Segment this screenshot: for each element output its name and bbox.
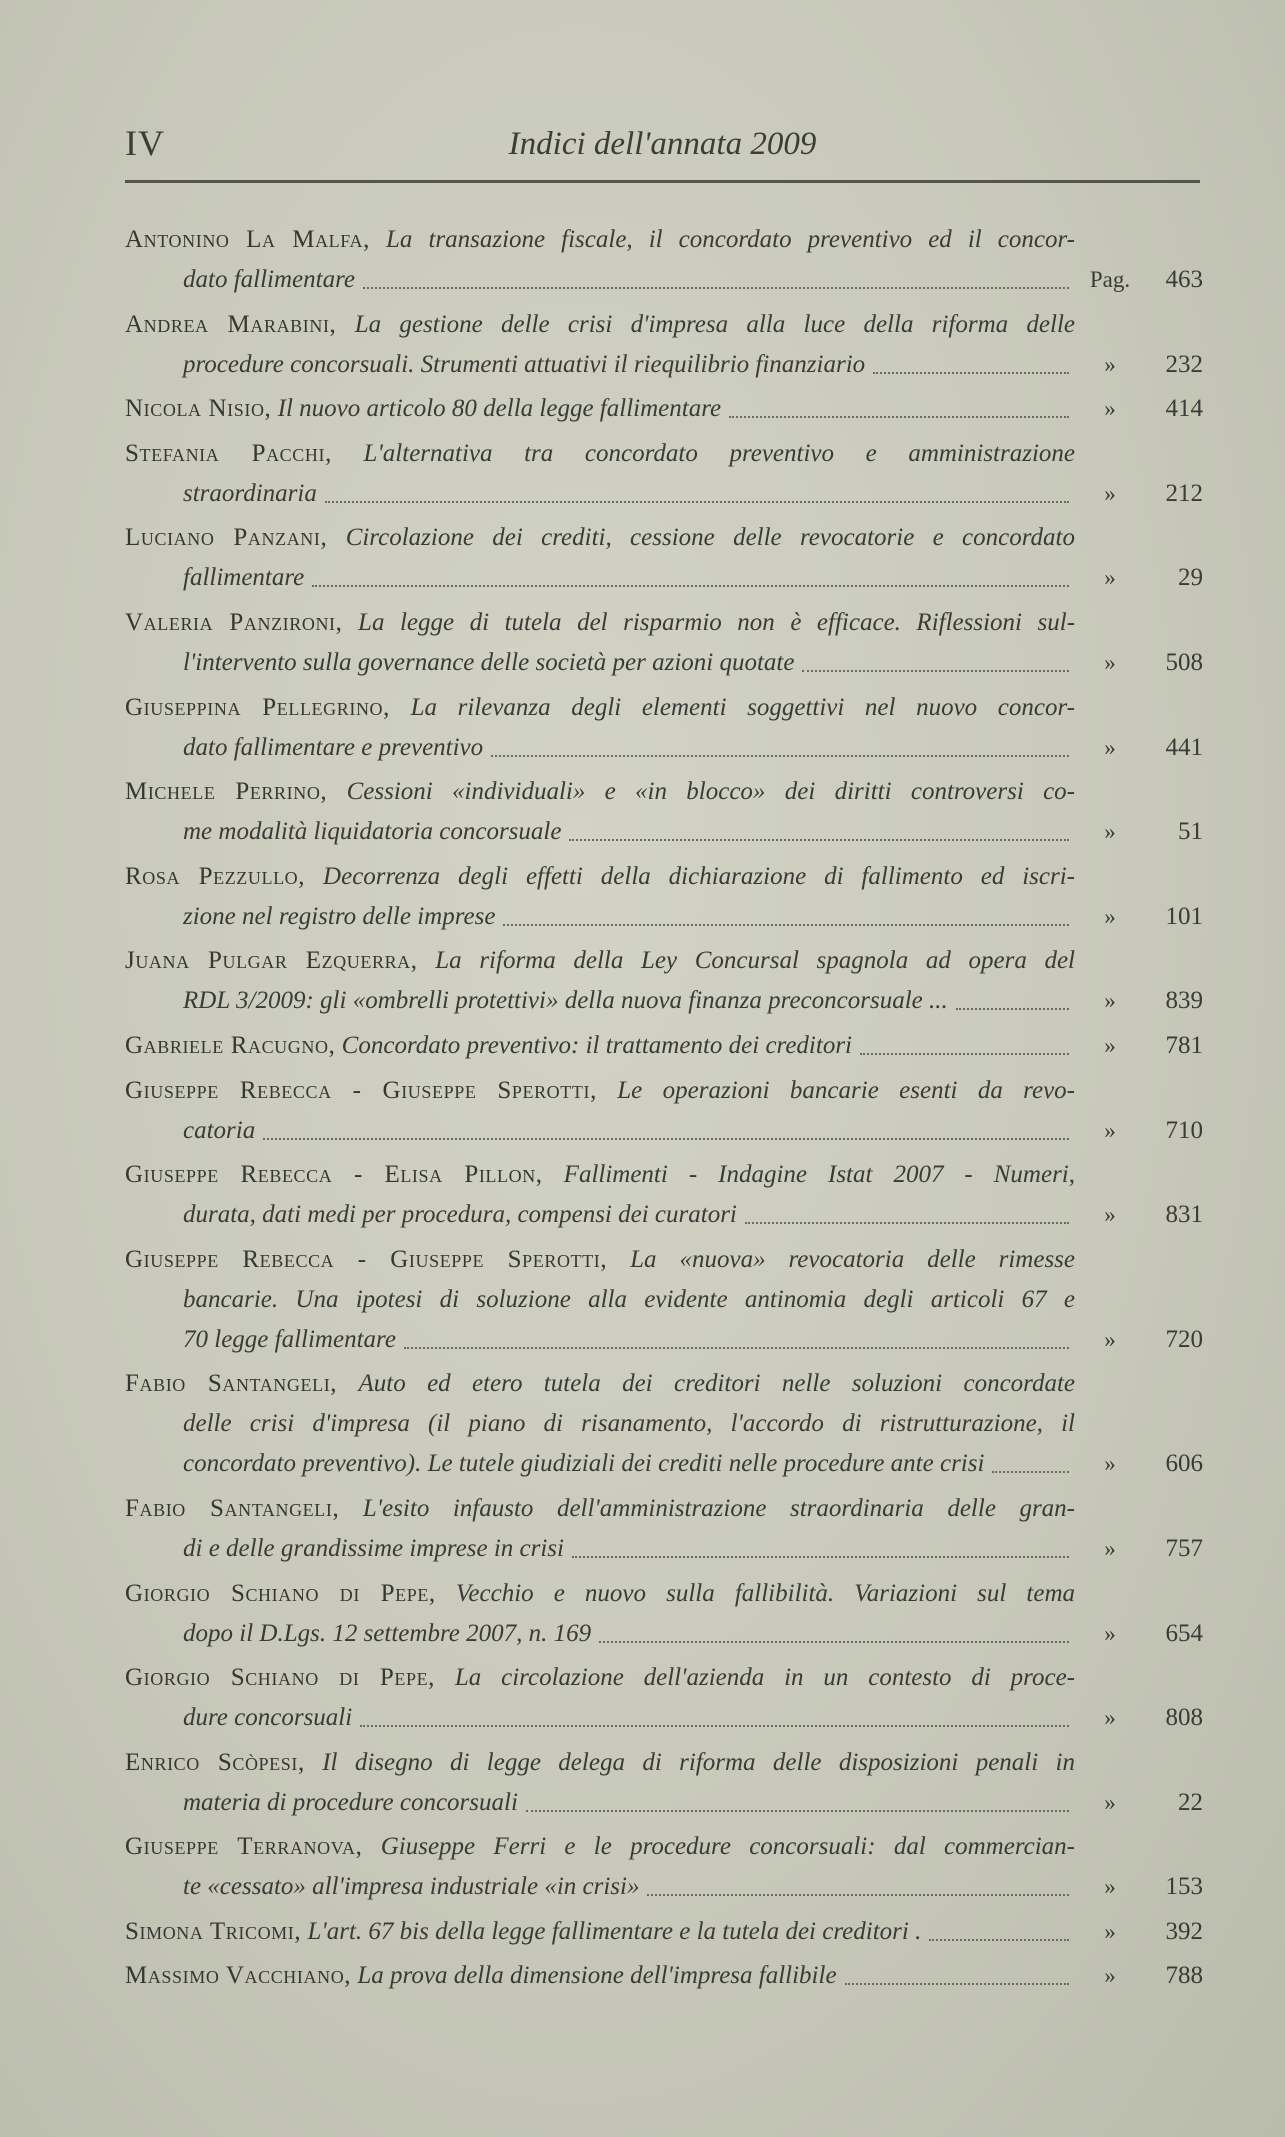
entry-line: [125, 857, 1203, 897]
entry-text: [183, 260, 1075, 300]
entry-title: La riforma della Ley Concursal spagnola ad opera del: [435, 947, 1076, 975]
entry-text-run: [183, 812, 561, 852]
entry-title: dato fallimentare: [183, 266, 355, 293]
entry-text: [183, 1404, 1075, 1444]
entry-title: Giuseppe Ferri e le procedure concorsuali: dal commercian-: [380, 1833, 1075, 1861]
entry-title: Concordato preventivo: il trattamento dei creditori: [341, 1031, 852, 1059]
page-ref: 757: [1165, 1534, 1203, 1562]
index-entry: [125, 434, 1203, 514]
entry-title: La «nuova» revocatoria delle rimesse: [630, 1245, 1076, 1273]
entry-title: Il nuovo articolo 80 della legge fallimentare: [277, 395, 722, 423]
entry-text: [183, 728, 1075, 768]
entry-author: Giuseppe Terranova,: [125, 1833, 363, 1861]
entry-title: straordinaria: [183, 479, 317, 507]
entry-text: [183, 1111, 1075, 1151]
index-entry: [125, 1743, 1203, 1823]
entry-text: [183, 345, 1075, 385]
page-ref: 720: [1165, 1325, 1203, 1353]
index-entries: [125, 220, 1203, 1996]
entry-text: [125, 1658, 1075, 1698]
page-marker: »: [1104, 819, 1116, 845]
entry-text: [125, 1489, 1075, 1529]
entry-title: zione nel registro delle imprese: [183, 902, 496, 930]
page-ref: 781: [1165, 1031, 1203, 1059]
entry-text-run: [183, 981, 948, 1021]
page-ref: 212: [1165, 479, 1203, 507]
entry-title: Decorrenza degli effetti della dichiarazione di fallimento ed iscri-: [323, 862, 1076, 890]
dot-leader: [503, 897, 1069, 926]
entry-title: me modalità liquidatoria concorsuale: [183, 818, 562, 846]
entry-line: [125, 772, 1203, 812]
entry-text: [183, 812, 1075, 852]
page-marker: »: [1104, 396, 1116, 422]
entry-line: [125, 1320, 1203, 1360]
page-marker: »: [1104, 1535, 1116, 1561]
entry-author: Valeria Panzironi,: [125, 608, 343, 636]
entry-line: [125, 1658, 1203, 1698]
entry-title: procedure concorsuali. Strumenti attuativi il riequilibrio finanziario: [183, 350, 866, 378]
entry-line: [125, 728, 1203, 768]
entry-text: [125, 941, 1075, 981]
entry-line: [125, 1912, 1203, 1952]
dot-leader: [312, 558, 1069, 587]
entry-line: [125, 518, 1203, 558]
entry-author: Giuseppe Rebecca - Giuseppe Sperotti,: [125, 1076, 597, 1104]
entry-text-run: [183, 1614, 591, 1654]
entry-title: La rilevanza degli elementi soggettivi nel nuovo concor-: [410, 693, 1076, 721]
entry-line: [125, 1155, 1203, 1195]
entry-line: [125, 1574, 1203, 1614]
index-entry: [125, 688, 1203, 768]
dot-leader: [572, 1529, 1069, 1558]
entry-title: Il disegno di legge delega di riforma delle disposizioni penali in: [322, 1748, 1076, 1776]
entry-line: [125, 389, 1203, 429]
index-entry: [125, 1155, 1203, 1235]
entry-line: [125, 434, 1203, 474]
entry-author: Enrico Scòpesi,: [125, 1748, 305, 1776]
entry-line: [125, 1111, 1203, 1151]
page-marker: »: [1104, 903, 1116, 929]
entry-line: [125, 220, 1203, 260]
entry-text: [125, 857, 1075, 897]
entry-author: Michele Perrino,: [125, 778, 328, 806]
dot-leader: [360, 1698, 1069, 1727]
page-ref: 51: [1178, 818, 1203, 846]
entry-title: RDL 3/2009: gli «ombrelli protettivi» della nuova finanza preconcorsuale ...: [183, 987, 948, 1015]
entry-line: [125, 1743, 1203, 1783]
entry-line: [125, 1404, 1203, 1444]
entry-line: [125, 941, 1203, 981]
entry-line: [125, 1956, 1203, 1996]
entry-text-run: [183, 345, 865, 385]
entry-text: [125, 1071, 1075, 1111]
entry-line: [125, 345, 1203, 385]
entry-text-run: [183, 643, 794, 683]
page-ref: 463: [1165, 266, 1203, 293]
entry-line: [125, 1026, 1203, 1066]
entry-text-run: [125, 1956, 837, 1996]
entry-line: [125, 474, 1203, 514]
entry-text-run: [125, 389, 721, 429]
index-entry: [125, 1026, 1203, 1066]
entry-author: Simona Tricomi,: [125, 1917, 302, 1945]
entry-text: [183, 1783, 1075, 1823]
entry-title: bancarie. Una ipotesi di soluzione alla evidente antinomia degli articoli 67 e: [183, 1285, 1075, 1313]
entry-text: [183, 474, 1075, 514]
entry-author: Giuseppe Rebecca - Elisa Pillon,: [125, 1161, 543, 1189]
entry-line: [125, 1698, 1203, 1738]
entry-line: [125, 558, 1203, 598]
entry-text: [183, 1867, 1075, 1907]
page-ref: 710: [1165, 1116, 1203, 1144]
entry-text: [125, 1240, 1075, 1280]
entry-text: [125, 1912, 1075, 1952]
index-entry: [125, 220, 1203, 300]
entry-text: [125, 1574, 1075, 1614]
dot-leader: [647, 1867, 1069, 1896]
entry-line: [125, 1195, 1203, 1235]
dot-leader: [526, 1783, 1069, 1812]
index-entry: [125, 1240, 1203, 1360]
entry-line: [125, 1280, 1203, 1320]
entry-text: [125, 688, 1075, 728]
entry-line: [125, 897, 1203, 937]
page-ref: 788: [1165, 1962, 1203, 1990]
index-entry: [125, 1912, 1203, 1952]
page-marker: »: [1104, 1705, 1116, 1731]
entry-title: L'esito infausto dell'amministrazione straordinaria delle gran-: [362, 1494, 1076, 1522]
entry-text: [125, 1743, 1075, 1783]
dot-leader: [729, 389, 1069, 418]
entry-line: [125, 603, 1203, 643]
dot-leader: [845, 1956, 1069, 1985]
entry-author: Giorgio Schiano di Pepe,: [125, 1664, 436, 1692]
index-entry: [125, 1574, 1203, 1654]
dot-leader: [873, 345, 1069, 374]
entry-text: [183, 1444, 1075, 1484]
entry-author: Massimo Vacchiano,: [125, 1962, 352, 1990]
page-marker: »: [1104, 649, 1116, 675]
page-marker: »: [1104, 351, 1116, 377]
page-ref: 392: [1165, 1917, 1203, 1945]
entry-title: 70 legge fallimentare: [183, 1325, 396, 1353]
page-ref: 22: [1178, 1788, 1203, 1816]
index-entry: [125, 603, 1203, 683]
entry-text-run: [183, 1195, 737, 1235]
page-marker: »: [1104, 1963, 1116, 1989]
dot-leader: [404, 1320, 1069, 1349]
dot-leader: [363, 260, 1069, 289]
page-ref: 654: [1165, 1619, 1203, 1647]
index-entry: [125, 772, 1203, 852]
entry-title: Circolazione dei crediti, cessione delle revocatorie e concordato: [345, 524, 1075, 552]
entry-title: L'art. 67 bis della legge fallimentare e la tutela dei creditori .: [307, 1917, 922, 1945]
entry-text-run: [125, 1912, 921, 1952]
dot-leader: [599, 1614, 1069, 1643]
entry-title: La circolazione dell'azienda in un contesto di proce-: [454, 1664, 1075, 1692]
page-ref: 606: [1165, 1450, 1203, 1478]
entry-text: [125, 518, 1075, 558]
dot-leader: [802, 643, 1069, 672]
entry-line: [125, 812, 1203, 852]
entry-text: [183, 558, 1075, 598]
entry-text-run: [183, 260, 355, 300]
page-marker: »: [1104, 1326, 1116, 1352]
page-marker: »: [1104, 1117, 1116, 1143]
entry-text: [183, 1320, 1075, 1360]
index-entry: [125, 1071, 1203, 1151]
index-entry: [125, 1658, 1203, 1738]
entry-title: Auto ed etero tutela dei creditori nelle soluzioni concordate: [358, 1370, 1076, 1398]
entry-text: [125, 603, 1075, 643]
entry-line: [125, 1529, 1203, 1569]
entry-title: l'intervento sulla governance delle società per azioni quotate: [183, 648, 795, 676]
page-ref: 831: [1165, 1201, 1203, 1229]
entry-line: [125, 643, 1203, 683]
entry-text: [183, 981, 1075, 1021]
dot-leader: [263, 1111, 1069, 1140]
entry-title: Vecchio e nuovo sulla fallibilità. Variazioni sul tema: [455, 1579, 1076, 1607]
page-marker: »: [1104, 1620, 1116, 1646]
index-entry: [125, 389, 1203, 429]
dot-leader: [745, 1195, 1069, 1224]
entry-title: L'alternativa tra concordato preventivo e amministrazione: [363, 439, 1076, 467]
dot-leader: [956, 981, 1069, 1010]
entry-line: [125, 981, 1203, 1021]
page-marker: »: [1104, 1789, 1116, 1815]
page-ref: 441: [1165, 733, 1203, 761]
entry-line: [125, 1240, 1203, 1280]
entry-author: Andrea Marabini,: [125, 310, 337, 338]
page-marker: »: [1104, 1032, 1116, 1058]
entry-title: Le operazioni bancarie esenti da revo-: [617, 1076, 1075, 1104]
entry-text-run: [183, 1529, 564, 1569]
dot-leader: [860, 1026, 1069, 1055]
entry-title: materia di procedure concorsuali: [183, 1788, 518, 1816]
entry-line: [125, 305, 1203, 345]
entry-line: [125, 1827, 1203, 1867]
entry-author: Antonino La Malfa,: [125, 226, 370, 253]
entry-text: [183, 1614, 1075, 1654]
entry-author: Stefania Pacchi,: [125, 439, 332, 467]
index-entry: [125, 941, 1203, 1021]
entry-text-run: [183, 897, 495, 937]
dot-leader: [569, 812, 1069, 841]
entry-text: [125, 1364, 1075, 1404]
entry-text: [183, 1698, 1075, 1738]
index-entry: [125, 1827, 1203, 1907]
entry-text: [125, 220, 1075, 260]
entry-line: [125, 1489, 1203, 1529]
entry-text-run: [183, 474, 317, 514]
entry-title: concordato preventivo). Le tutele giudiziali dei crediti nelle procedure ante crisi: [183, 1450, 985, 1478]
entry-line: [125, 1783, 1203, 1823]
entry-title: La prova della dimensione dell'impresa fallibile: [357, 1962, 837, 1990]
page-ref: 101: [1165, 902, 1203, 930]
dot-leader: [491, 728, 1069, 757]
entry-author: Fabio Santangeli,: [125, 1370, 338, 1398]
entry-text-run: [183, 558, 304, 598]
page-ref: 232: [1165, 350, 1203, 378]
page-ref: 808: [1165, 1704, 1203, 1732]
entry-title: te «cessato» all'impresa industriale «in crisi»: [183, 1873, 640, 1901]
entry-title: Fallimenti - Indagine Istat 2007 - Numeri,: [563, 1161, 1076, 1189]
page-marker: Pag.: [1089, 267, 1131, 292]
page-marker: »: [1104, 1874, 1116, 1900]
page-marker: »: [1104, 1918, 1116, 1944]
entry-text-run: [183, 1444, 984, 1484]
page-marker: »: [1104, 480, 1116, 506]
entry-author: Giuseppe Rebecca - Giuseppe Sperotti,: [125, 1245, 608, 1273]
entry-text-run: [183, 1111, 255, 1151]
entry-text: [125, 1827, 1075, 1867]
entry-text: [125, 434, 1075, 474]
entry-title: dato fallimentare e preventivo: [183, 733, 484, 761]
entry-line: [125, 1364, 1203, 1404]
dot-leader: [992, 1444, 1069, 1473]
dot-leader: [325, 474, 1069, 503]
entry-text: [125, 389, 1075, 429]
entry-text: [125, 1155, 1075, 1195]
entry-title: catoria: [183, 1116, 256, 1144]
entry-text: [125, 1026, 1075, 1066]
page-header: [125, 118, 1200, 183]
entry-title: dopo il D.Lgs. 12 settembre 2007, n. 169: [183, 1619, 592, 1647]
index-entry: [125, 1489, 1203, 1569]
entry-text-run: [183, 1867, 639, 1907]
entry-line: [125, 1867, 1203, 1907]
entry-text-run: [183, 1698, 352, 1738]
index-entry: [125, 857, 1203, 937]
entry-title: di e delle grandissime imprese in crisi: [183, 1534, 564, 1562]
entry-text: [125, 772, 1075, 812]
page-ref: 414: [1165, 395, 1203, 423]
entry-title: La transazione fiscale, il concordato preventivo ed il concor-: [386, 226, 1075, 253]
entry-author: Fabio Santangeli,: [125, 1494, 340, 1522]
entry-title: dure concorsuali: [183, 1704, 353, 1732]
entry-title: durata, dati medi per procedura, compensi dei curatori: [183, 1201, 737, 1229]
entry-author: Juana Pulgar Ezquerra,: [125, 947, 418, 975]
entry-title: delle crisi d'impresa (il piano di risanamento, l'accordo di ristrutturazione, il: [183, 1410, 1075, 1438]
page-ref: 839: [1165, 987, 1203, 1015]
index-entry: [125, 1956, 1203, 1996]
page-marker: »: [1104, 988, 1116, 1014]
entry-text: [183, 1529, 1075, 1569]
page-marker: »: [1104, 565, 1116, 591]
entry-text: [183, 1280, 1075, 1320]
page-ref: 29: [1178, 564, 1203, 592]
entry-text-run: [183, 728, 483, 768]
entry-text: [125, 1956, 1075, 1996]
entry-text-run: [183, 1783, 518, 1823]
page-ref: 153: [1165, 1873, 1203, 1901]
entry-author: Rosa Pezzullo,: [125, 862, 306, 890]
entry-line: [125, 688, 1203, 728]
entry-line: [125, 1444, 1203, 1484]
page-marker: »: [1104, 734, 1116, 760]
entry-author: Luciano Panzani,: [125, 524, 328, 552]
dot-leader: [929, 1912, 1069, 1941]
entry-text: [183, 897, 1075, 937]
entry-text: [125, 305, 1075, 345]
page-marker: »: [1104, 1451, 1116, 1477]
entry-title: La legge di tutela del risparmio non è efficace. Riflessioni sul-: [358, 608, 1076, 636]
index-entry: [125, 305, 1203, 385]
entry-author: Gabriele Racugno,: [125, 1031, 336, 1059]
entry-line: [125, 260, 1203, 300]
entry-text-run: [125, 1026, 852, 1066]
page-marker: »: [1104, 1202, 1116, 1228]
entry-line: [125, 1614, 1203, 1654]
page-ref: 508: [1165, 648, 1203, 676]
entry-title: Cessioni «individuali» e «in blocco» dei diritti controversi co-: [346, 778, 1076, 806]
entry-text-run: [183, 1320, 396, 1360]
page-number: IV: [125, 123, 165, 163]
entry-line: [125, 1071, 1203, 1111]
entry-title: fallimentare: [183, 564, 305, 592]
entry-title: La gestione delle crisi d'impresa alla luce della riforma delle: [354, 310, 1076, 338]
entry-text: [183, 1195, 1075, 1235]
entry-author: Nicola Nisio,: [125, 395, 272, 423]
entry-text: [183, 643, 1075, 683]
index-entry: [125, 518, 1203, 598]
entry-author: Giorgio Schiano di Pepe,: [125, 1579, 436, 1607]
index-entry: [125, 1364, 1203, 1484]
entry-author: Giuseppina Pellegrino,: [125, 693, 390, 721]
running-title: Indici dell'annata 2009: [508, 126, 817, 162]
